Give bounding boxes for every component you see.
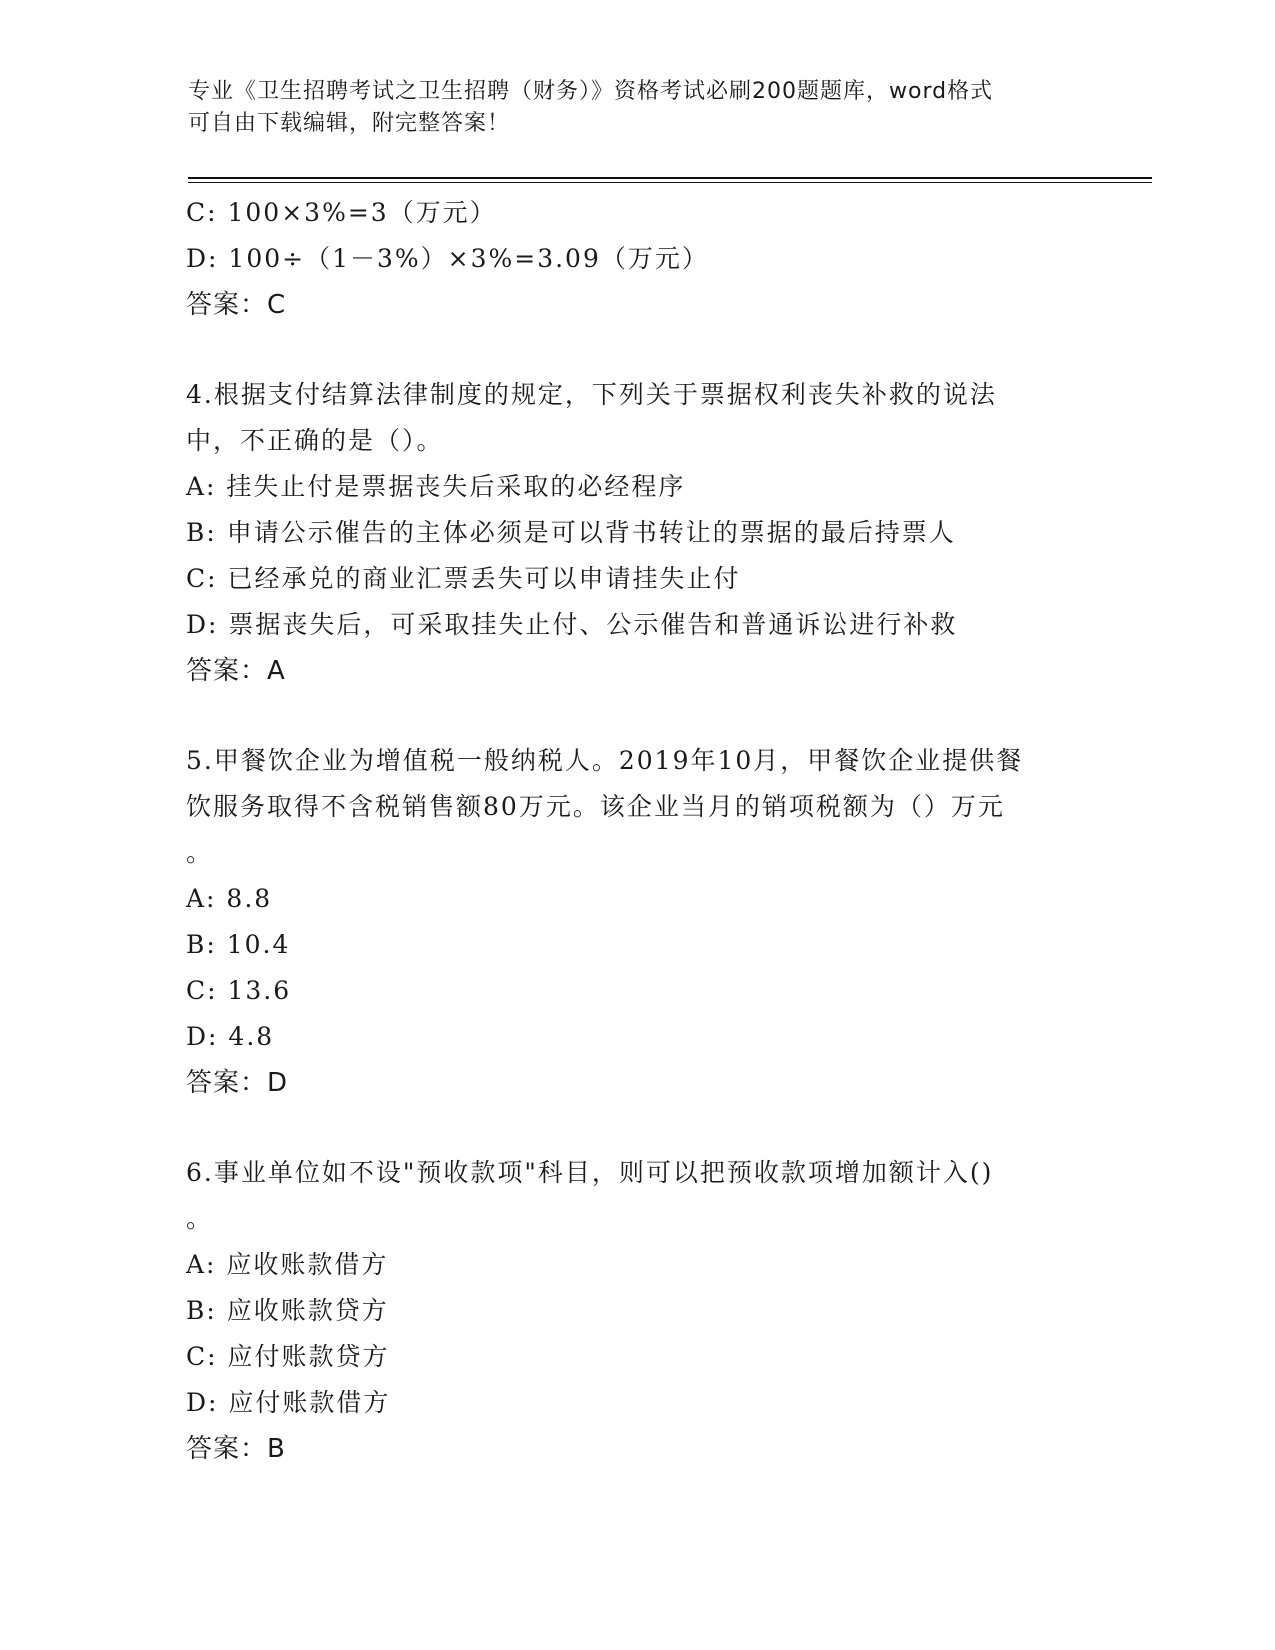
option-a: A: 挂失止付是票据丧失后采取的必经程序 <box>186 472 686 501</box>
option-a: A: 应收账款借方 <box>186 1250 389 1279</box>
question-stem: 中，不正确的是（）。 <box>186 426 444 455</box>
question-stem: 。 <box>186 838 214 867</box>
header-divider-thick <box>188 177 1152 179</box>
option-a: A: 8.8 <box>186 884 273 913</box>
question-stem: 6.事业单位如不设"预收款项"科目，则可以把预收款项增加额计入() <box>186 1158 994 1187</box>
header-title-line-1: 专业《卫生招聘考试之卫生招聘（财务）》资格考试必刷200题题库，word格式 <box>188 79 994 104</box>
option-d: D: 4.8 <box>186 1022 275 1051</box>
question-stem: 5.甲餐饮企业为增值税一般纳税人。2019年10月，甲餐饮企业提供餐 <box>186 746 1024 775</box>
option-c: C: 已经承兑的商业汇票丢失可以申请挂失止付 <box>186 564 741 593</box>
option-d: D: 票据丧失后，可采取挂失止付、公示催告和普通诉讼进行补救 <box>186 610 958 639</box>
header-title-line-2: 可自由下载编辑，附完整答案！ <box>188 111 511 136</box>
question-stem: 。 <box>186 1204 214 1233</box>
question-3-tail <box>186 190 1086 328</box>
option-d: D: 应付账款借方 <box>186 1388 391 1417</box>
question-stem: 4.根据支付结算法律制度的规定，下列关于票据权利丧失补救的说法 <box>186 380 997 409</box>
option-d: D: 100÷（1－3%）×3%=3.09（万元） <box>186 244 709 273</box>
question-list <box>186 190 1086 1472</box>
question-5 <box>186 738 1086 1106</box>
option-c: C: 应付账款贷方 <box>186 1342 390 1371</box>
option-b: B: 10.4 <box>186 930 291 959</box>
option-c: C: 13.6 <box>186 976 292 1005</box>
header-divider-thin <box>188 182 1152 183</box>
question-4 <box>186 372 1086 694</box>
option-b: B: 应收账款贷方 <box>186 1296 389 1325</box>
answer-line: 答案：C <box>186 290 287 320</box>
answer-line: 答案：B <box>186 1434 286 1464</box>
answer-line: 答案：A <box>186 656 286 686</box>
answer-line: 答案：D <box>186 1068 289 1098</box>
question-6 <box>186 1150 1086 1472</box>
question-stem: 饮服务取得不含税销售额80万元。该企业当月的销项税额为（）万元 <box>186 792 1005 821</box>
option-c: C: 100×3%=3（万元） <box>186 198 497 227</box>
page-header <box>188 76 1068 140</box>
option-b: B: 申请公示催告的主体必须是可以背书转让的票据的最后持票人 <box>186 518 956 547</box>
